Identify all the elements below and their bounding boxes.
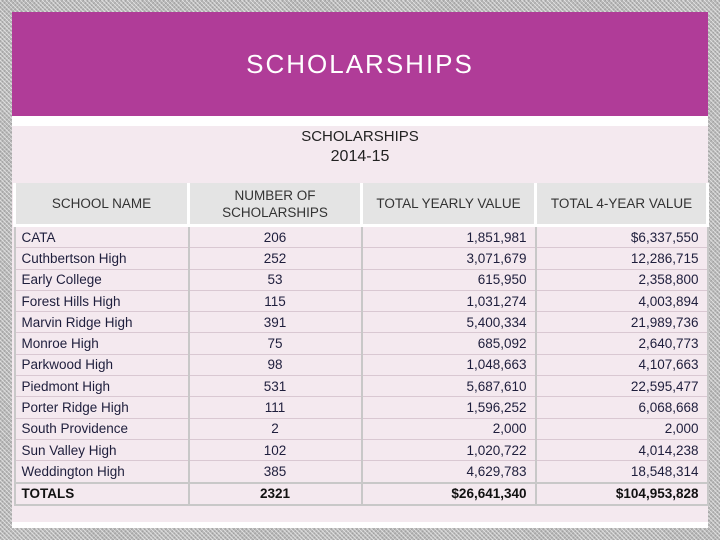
cell-count: 98	[189, 354, 362, 375]
cell-yearly: 5,400,334	[362, 312, 536, 333]
cell-school: Forest Hills High	[15, 290, 189, 311]
table-row	[15, 269, 708, 290]
totals-label: TOTALS	[15, 483, 189, 505]
cell-count: 75	[189, 333, 362, 354]
cell-count: 531	[189, 376, 362, 397]
cell-school: Parkwood High	[15, 354, 189, 375]
cell-four-year: 2,000	[536, 418, 708, 439]
slide-content	[12, 126, 708, 528]
cell-four-year: 4,107,663	[536, 354, 708, 375]
cell-count: 115	[189, 290, 362, 311]
cell-four-year: $6,337,550	[536, 226, 708, 248]
cell-school: Marvin Ridge High	[15, 312, 189, 333]
cell-yearly: 1,031,274	[362, 290, 536, 311]
slide-title: SCHOLARSHIPS	[246, 48, 474, 79]
cell-yearly: 1,596,252	[362, 397, 536, 418]
table-title: SCHOLARSHIPS	[301, 128, 419, 145]
cell-four-year: 2,640,773	[536, 333, 708, 354]
table-row	[15, 418, 708, 439]
header-total-yearly-value: TOTAL YEARLY VALUE	[362, 183, 536, 226]
table-row	[15, 354, 708, 375]
cell-yearly: 615,950	[362, 269, 536, 290]
cell-school: Cuthbertson High	[15, 248, 189, 269]
cell-school: Monroe High	[15, 333, 189, 354]
cell-yearly: 1,851,981	[362, 226, 536, 248]
cell-count: 111	[189, 397, 362, 418]
table-row	[15, 312, 708, 333]
cell-count: 102	[189, 439, 362, 460]
cell-school: Sun Valley High	[15, 439, 189, 460]
table-year: 2014-15	[330, 148, 390, 165]
table-row	[15, 248, 708, 269]
cell-four-year: 22,595,477	[536, 376, 708, 397]
cell-school: Early College	[15, 269, 189, 290]
totals-four-year: $104,953,828	[536, 483, 708, 505]
cell-school: CATA	[15, 226, 189, 248]
slide	[12, 12, 708, 528]
cell-school: Piedmont High	[15, 376, 189, 397]
table-row	[15, 439, 708, 460]
table-row	[15, 461, 708, 483]
table-row	[15, 226, 708, 248]
table-header-row	[15, 183, 708, 226]
cell-four-year: 6,068,668	[536, 397, 708, 418]
cell-four-year: 18,548,314	[536, 461, 708, 483]
cell-school: Porter Ridge High	[15, 397, 189, 418]
cell-count: 385	[189, 461, 362, 483]
title-banner	[12, 12, 708, 116]
table-row	[15, 376, 708, 397]
cell-four-year: 12,286,715	[536, 248, 708, 269]
table-row	[15, 397, 708, 418]
header-number-of-scholarships	[189, 183, 362, 226]
cell-count: 206	[189, 226, 362, 248]
cell-yearly: 5,687,610	[362, 376, 536, 397]
cell-yearly: 1,048,663	[362, 354, 536, 375]
cell-count: 252	[189, 248, 362, 269]
totals-count: 2321	[189, 483, 362, 505]
cell-school: Weddington High	[15, 461, 189, 483]
totals-row	[15, 483, 708, 505]
cell-count: 391	[189, 312, 362, 333]
header-count-line2: SCHOLARSHIPS	[222, 204, 328, 220]
cell-four-year: 21,989,736	[536, 312, 708, 333]
cell-count: 2	[189, 418, 362, 439]
cell-four-year: 4,003,894	[536, 290, 708, 311]
cell-yearly: 1,020,722	[362, 439, 536, 460]
spreadsheet-image	[12, 126, 708, 522]
header-total-4-year-value: TOTAL 4-YEAR VALUE	[536, 183, 708, 226]
cell-four-year: 2,358,800	[536, 269, 708, 290]
cell-yearly: 4,629,783	[362, 461, 536, 483]
cell-yearly: 3,071,679	[362, 248, 536, 269]
scholarship-table	[13, 183, 709, 506]
header-count-line1: NUMBER OF	[234, 187, 316, 203]
table-row	[15, 290, 708, 311]
totals-yearly: $26,641,340	[362, 483, 536, 505]
cell-yearly: 685,092	[362, 333, 536, 354]
table-row	[15, 333, 708, 354]
cell-count: 53	[189, 269, 362, 290]
cell-four-year: 4,014,238	[536, 439, 708, 460]
cell-school: South Providence	[15, 418, 189, 439]
header-school-name: SCHOOL NAME	[15, 183, 189, 226]
cell-yearly: 2,000	[362, 418, 536, 439]
